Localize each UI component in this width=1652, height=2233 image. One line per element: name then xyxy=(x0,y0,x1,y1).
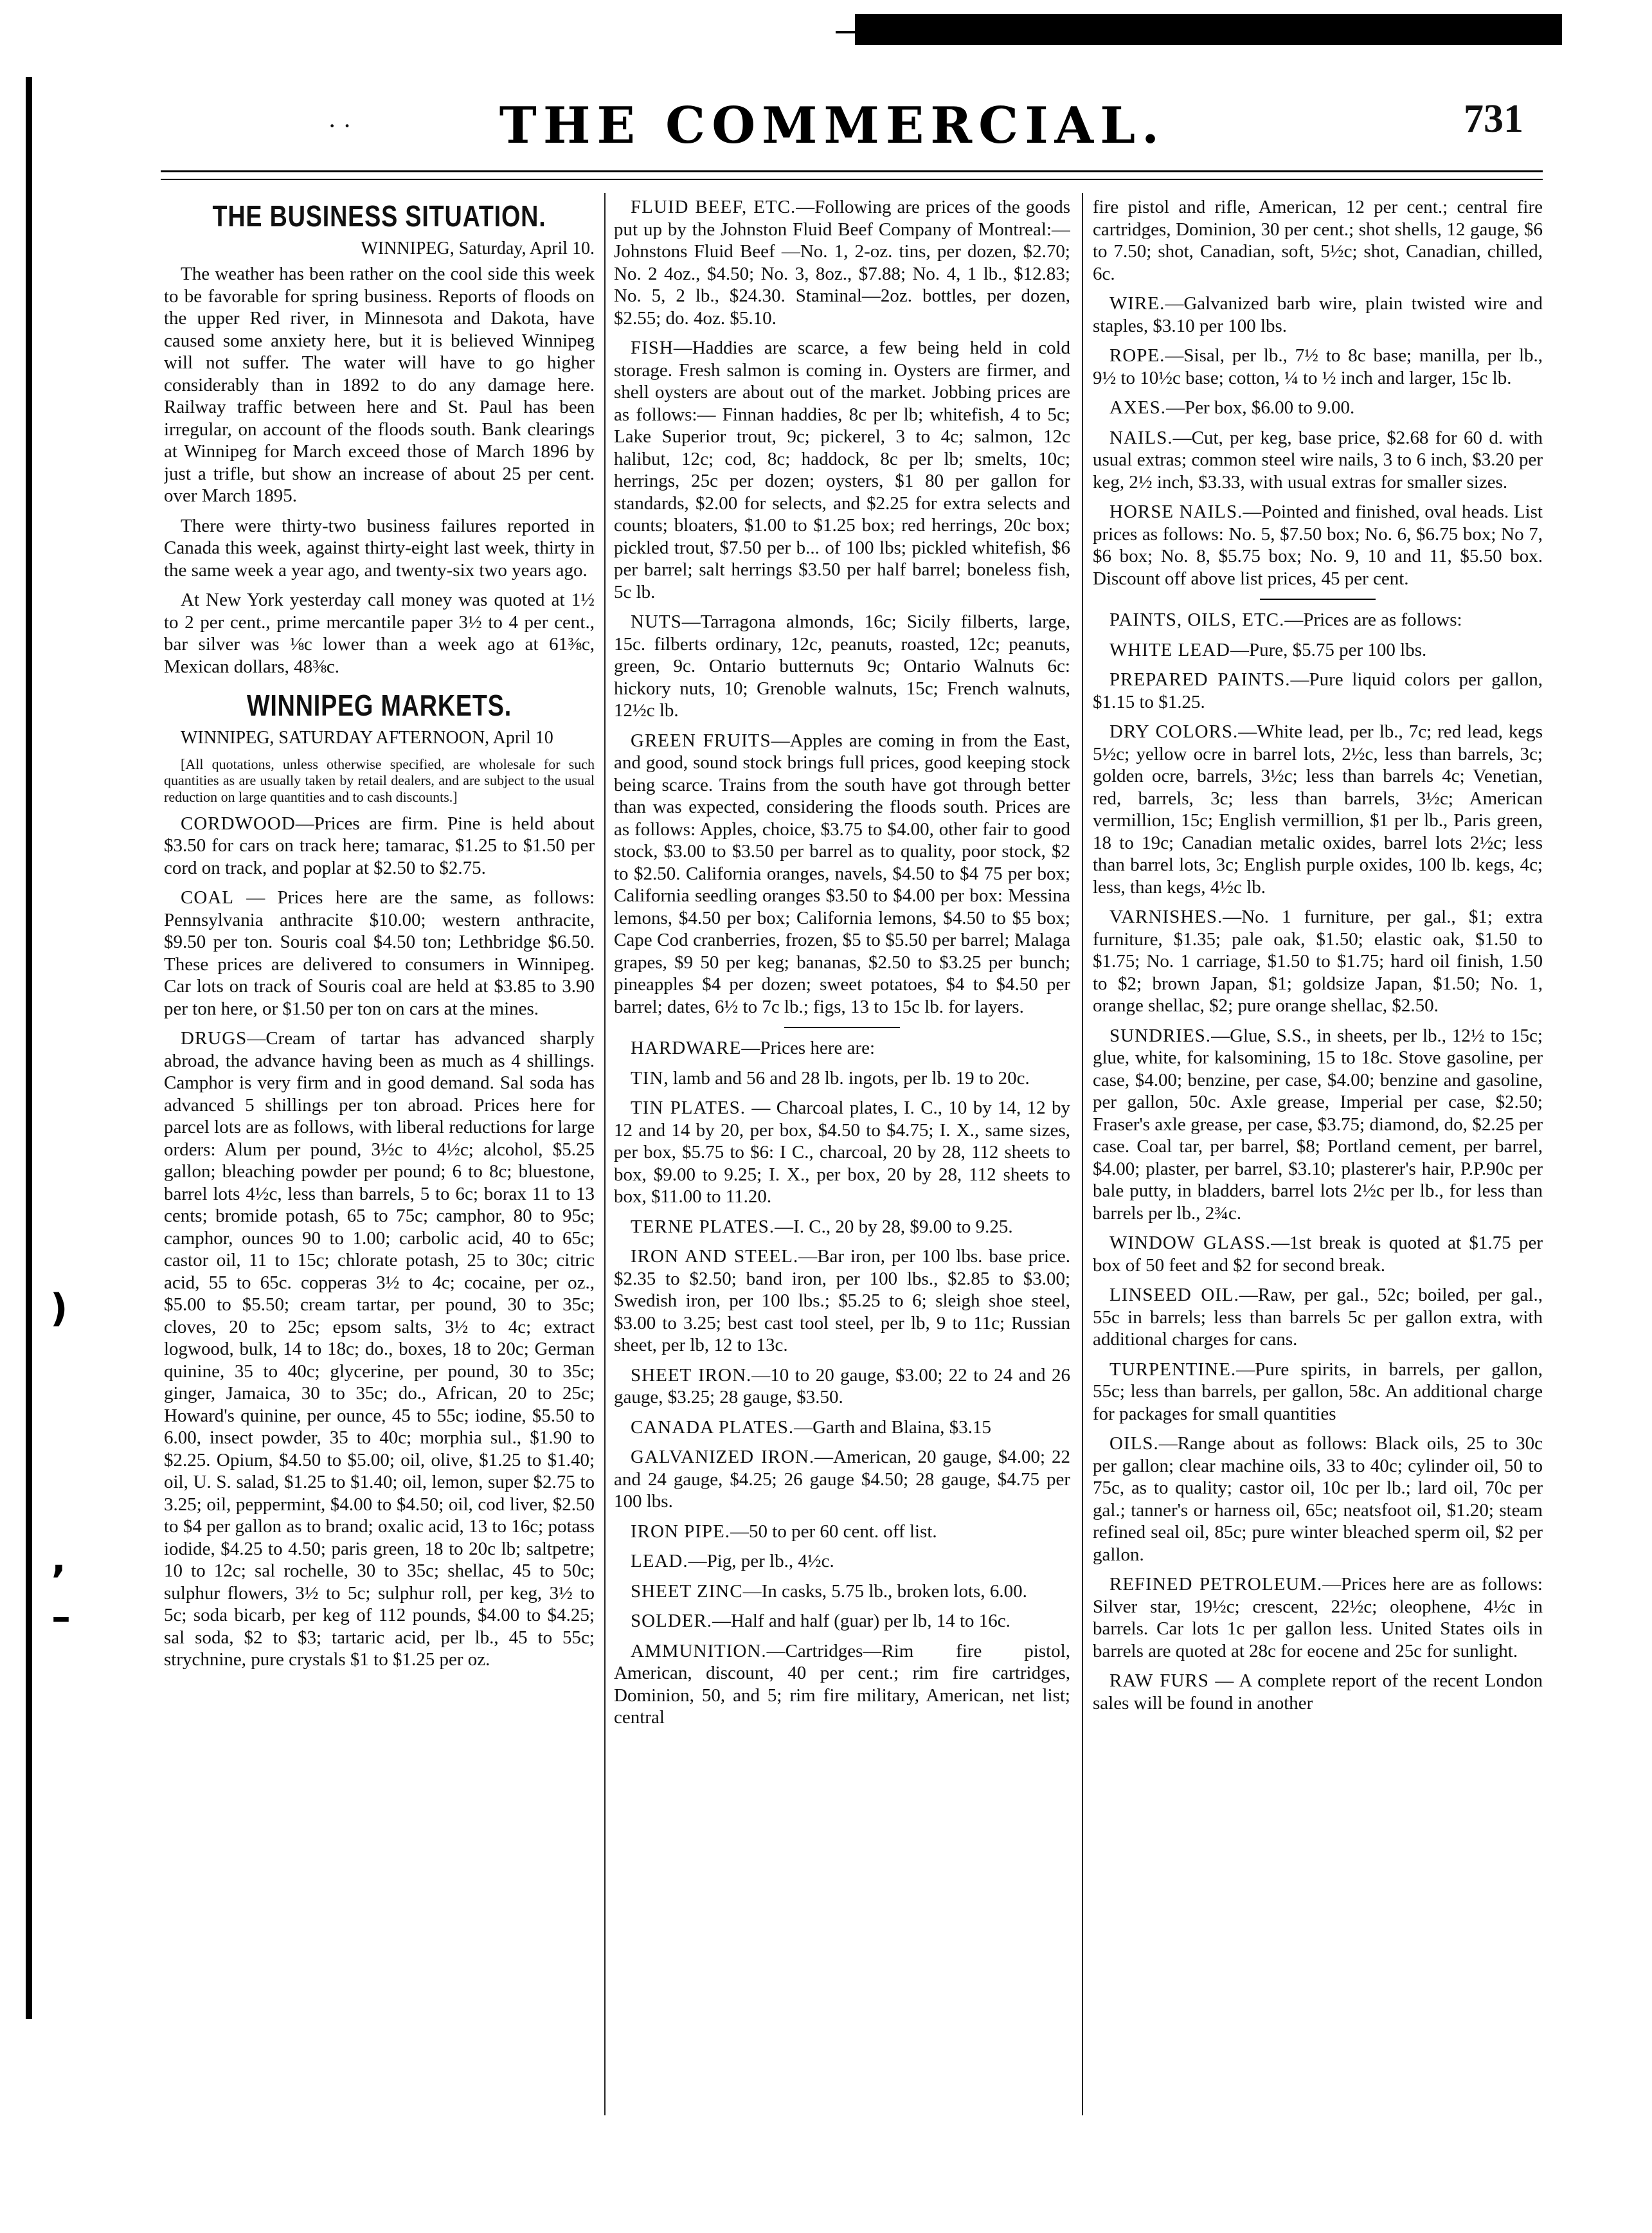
top-edge-bar xyxy=(855,14,1562,45)
item-label: FISH xyxy=(631,338,674,358)
item-label: WIRE. xyxy=(1109,293,1165,314)
item-label: NUTS xyxy=(631,611,682,632)
column-2 xyxy=(614,196,1070,2119)
publication-title: THE COMMERCIAL. xyxy=(499,96,1166,155)
item-text: —Galvanized barb wire, plain twisted wire and staples, $3.10 per 100 lbs. xyxy=(1093,293,1543,336)
market-item-cordwood xyxy=(164,813,595,880)
item-label: PREPARED PAINTS. xyxy=(1109,669,1291,690)
item-text: —Pure, $5.75 per 100 lbs. xyxy=(1230,639,1427,660)
market-item-nuts xyxy=(614,611,1070,722)
item-text: —American, 20 gauge, $4.00; 22 and 24 gauge, $4.25; 26 gauge $4.50; 28 gauge, $4.75 per 100 lbs. xyxy=(614,1447,1070,1512)
item-label: SHEET ZINC xyxy=(631,1580,743,1602)
market-item-varnishes xyxy=(1093,906,1543,1017)
item-label: SUNDRIES. xyxy=(1109,1025,1212,1046)
market-item-drugs xyxy=(164,1027,595,1671)
market-item-rope xyxy=(1093,345,1543,389)
item-text: —Sisal, per lb., 7½ to 8c base; manilla, per lb., 9½ to 10½c base; cotton, ¼ to ½ inch and larger, 15c lb. xyxy=(1093,345,1543,388)
paragraph: The weather has been rather on the cool side this week to be favorable for spring business. Reports of floods on the upper Red river, in Minnesota and Dakota, have caused some anxiety here, but it is believed Winnipeg will not suffer. The water will have to go higher considerably than in 1892 to do any damage here. Railway traffic between here and St. Paul has been irregular, on account of the floods south. Bank clearings at Winnipeg for March exceed those of March 1896 by just a trifle, but show an increase of about 25 per cent. over March 1895. xyxy=(164,264,595,507)
item-text: — Prices here are the same, as follows: Pennsylvania anthracite $10.00; western anthracite, $9.50 per ton. Souris coal $4.50 ton; Lethbridge $6.50. These prices are delivered to consumers in Winnipeg. Car lots on track of Souris coal are held at $3.85 to 3.90 per ton here, or $1.50 per ton on cars at the mines. xyxy=(164,887,595,1019)
market-item-prepared-paints xyxy=(1093,669,1543,713)
item-text: —Cut, per keg, base price, $2.68 for 60 d. with usual extras; common steel wire nails, 3 to 6 inch, $3.20 per keg, 2½ inch, $3.33, with usual extras for smaller sizes. xyxy=(1093,427,1543,493)
market-item-turpentine xyxy=(1093,1359,1543,1425)
item-label: NAILS. xyxy=(1109,427,1173,448)
market-item-nails xyxy=(1093,427,1543,494)
item-label: HORSE NAILS. xyxy=(1109,502,1243,522)
item-label: LINSEED OIL. xyxy=(1109,1285,1239,1305)
item-text: —Range about as follows: Black oils, 25 to 30c per gallon; clear machine oils, 33 to 40c; cylinder oil, 50 to 75c, as to quality; castor oil, 10c per lb.; lard oil, 70c per gal.; tanner's or harness oil, 65c; neatsfoot oil, $1.20; steam refined seal oil, 85c; pure winter bleached sperm oil, $2 per gallon. xyxy=(1093,1433,1543,1565)
item-text: —Half and half (guar) per lb, 14 to 16c. xyxy=(712,1611,1010,1631)
item-label: CANADA PLATES. xyxy=(631,1416,795,1438)
heading-business-situation: THE BUSINESS SITUATION. xyxy=(212,199,546,233)
item-label: GREEN FRUITS xyxy=(631,730,771,751)
item-label: HARDWARE xyxy=(631,1038,742,1058)
item-text: —White lead, per lb., 7c; red lead, kegs 5½c; yellow ocre in barrel lots, 2½c, less than barrels, 3c; golden ocre, barrels, 3½c; less than barrels 4c; Venetian, red, barrels, 3c; less than barrels, 3½c; American vermillion, 15c; English vermillion, $1 per lb., Paris green, 18 to 19c; Canadian metalic oxides, barrel lots 2½c; less than barrel lots, 3c; English purple oxides, 100 lb. kegs, 4c; less, than kegs, 4½c lb. xyxy=(1093,721,1543,898)
item-text: —Tarragona almonds, 16c; Sicily filberts, large, 15c. filberts ordinary, 12c, peanuts, roasted, 12c; peanuts, green, 9c. Ontario butternuts 9c; Ontario Walnuts 6c: hickory nuts, 10; Grenoble walnuts, 15c; French walnuts, 12½c lb. xyxy=(614,611,1070,721)
market-item-window-glass xyxy=(1093,1232,1543,1276)
item-label: TURPENTINE. xyxy=(1109,1359,1237,1380)
item-text: —50 to per 60 cent. off list. xyxy=(730,1521,937,1542)
masthead-rule xyxy=(161,170,1543,172)
item-text: —1st break is quoted at $1.75 per box of 50 feet and $2 for second break. xyxy=(1093,1233,1543,1276)
item-label: TERNE PLATES. xyxy=(631,1216,775,1237)
item-text: —Prices are firm. Pine is held about $3.50 for cars on track here; tamarac, $1.25 to $1.50 per cord on track, and poplar at $2.50 to $2.75. xyxy=(164,813,595,878)
item-label: REFINED PETROLEUM. xyxy=(1109,1574,1323,1595)
market-item-raw-furs xyxy=(1093,1670,1543,1714)
item-text: —Glue, S.S., in sheets, per lb., 12½ to 15c; glue, white, for kalsomining, 15 to 18c. Stove gasoline, per case, $4.00; benzine, per case, $4.00; benzine and gasoline, per gallon, 50c. Axle grease, Imperial per case, $2.50; Fraser's axle grease, per case, $3.75; diamond, do, $2.25 per case. Coal tar, per barrel, $8; Portland cement, per barrel, $4.00; plaster, per barrel, $3.10; plasterer's hair, P.P.90c per bale putty, in bladders, barrel lots 2½c per lb., for less than barrels per lb., 2¾c. xyxy=(1093,1025,1543,1224)
item-text: —Garth and Blaina, $3.15 xyxy=(794,1416,991,1438)
item-text: —Prices here are: xyxy=(741,1038,875,1058)
market-item-fluid-beef xyxy=(614,196,1070,329)
market-item-tin xyxy=(614,1067,1070,1090)
section-divider xyxy=(1260,599,1376,600)
left-margin-rule xyxy=(26,77,32,2019)
margin-mark: , xyxy=(51,1537,66,1582)
item-text: —Apples are coming in from the East, and good, sound stock brings full prices, good keeping stock being scarce. Trains from the south have got through better than was expected, considering the floods south. Prices are as follows: Apples, choice, $3.75 to $4.00, other fair to good stock, $3.00 to $3.50 per barrel as to quality, poor stock, $2 to $2.50. California oranges, navels, $4.50 to $4 75 per box; California seedling oranges $3.50 to $4.00 per box: Messina lemons, $4.50 per box; California lemons, $4.50 to $5 box; Cape Cod cranberries, frozen, $5 to $5.50 per barrel; Malaga grapes, $9 50 per keg; bananas, $2.50 to $3.25 per bunch; pineapples $4 per dozen; sweet potatoes, $4 to $4.50 per barrel; dates, 6½ to 7c lb.; figs, 13 to 15c lb. for layers. xyxy=(614,730,1070,1017)
item-label: WINDOW GLASS. xyxy=(1109,1233,1271,1253)
market-item-horse-nails xyxy=(1093,501,1543,590)
item-label: SHEET IRON. xyxy=(631,1364,752,1386)
item-text: —No. 1 furniture, per gal., $1; extra furniture, $1.35; pale oak, $1.50; elastic oak, $1.50 to $1.75; No. 1 carriage, $1.50 to $1.75; hard oil finish, 1.50 to $2; brown Japan, $1; goldsize Japan, $1.50; No. 1, orange shellac, $2; pure orange shellac, $2.50. xyxy=(1093,907,1543,1016)
item-text: , lamb and 56 and 28 lb. ingots, per lb. 19 to 20c. xyxy=(663,1067,1030,1089)
item-text: —Prices here are as follows: Silver star, 19½c; crescent, 22½c; oleophene, 4½c in barrels. Car lots 1c per gallon less. United States oils in barrels are quoted at 28c for eocene and 25c for sunlight. xyxy=(1093,1574,1543,1661)
item-label: GALVANIZED IRON. xyxy=(631,1447,815,1467)
item-text: — A complete report of the recent London sales will be found in another xyxy=(1093,1670,1543,1713)
market-item-fish xyxy=(614,337,1070,603)
market-item-terne-plates xyxy=(614,1216,1070,1238)
item-label: PAINTS, OILS, ETC. xyxy=(1109,610,1285,630)
market-item-oils xyxy=(1093,1433,1543,1566)
mast-dots: · · xyxy=(328,111,352,140)
quotation-note: [All quotations, unless otherwise specified, are wholesale for such quantities as are usually taken by retail dealers, and are subject to the usual reduction on large quantities and to cash discounts.] xyxy=(164,756,595,805)
market-item-hardware xyxy=(614,1037,1070,1060)
item-label: LEAD. xyxy=(631,1551,688,1571)
item-text: —Cartridges—Rim fire pistol, American, discount, 40 per cent.; rim fire cartridges, Dominion, 50, and 5; rim fire military, American, net list; central xyxy=(614,1640,1070,1728)
item-text: —Following are prices of the goods put up by the Johnston Fluid Beef Company of Montreal:—Johnstons Fluid Beef —No. 1, 2-oz. tins, per dozen, $2.70; No. 2 4oz., $4.50; No. 3, 8oz., $7.88; No. 4, 1 lb., $12.83; No. 5, 2 lb., $24.30. Staminal—2oz. bottles, per dozen, $2.55; do. 4oz. $5.10. xyxy=(614,197,1070,329)
item-text: —Pure spirits, in barrels, per gallon, 55c; less than barrels, per gallon, 58c. An additional charge for packages for small quantities xyxy=(1093,1359,1543,1424)
market-item-dry-colors xyxy=(1093,721,1543,898)
column-1 xyxy=(164,196,595,2119)
item-label: OILS. xyxy=(1109,1433,1159,1454)
column-3 xyxy=(1093,196,1543,2119)
item-text: —Bar iron, per 100 lbs. base price. $2.35 to $2.50; band iron, per 100 lbs., $2.85 to $3.00; Swedish iron, per 100 lbs.; $5.25 to 6; sleigh shoe steel, $3.00 to 3.25; best cast tool steel, per lb, 9 to 11c; Russian sheet, per lb, 12 to 13c. xyxy=(614,1246,1070,1355)
item-text: —Haddies are scarce, a few being held in cold storage. Fresh salmon is coming in. Oysters are firmer, and shell oysters are about out of the market. Jobbing prices are as follows:— Finnan haddies, 8c per lb; whitefish, 4 to 5c; Lake Superior trout, 9c; pickerel, 3 to 4c; salmon, 12c halibut, 12c; cod, 8c; haddock, 8c per lb; smelts, 10c; herrings, 25c per dozen; oysters, $1 80 per gallon for standards, $2.00 for selects, and $2.25 for extra selects and counts; bloaters, $1.00 to $1.25 box; red herrings, 20c box; pickled trout, $7.50 per b... of 100 lbs; pickled whitefish, $6 per barrel; salt herrings $3.50 per half barrel; boneless fish, 5c lb. xyxy=(614,338,1070,602)
item-label: TIN xyxy=(631,1067,664,1089)
market-item-canada-plates xyxy=(614,1416,1070,1439)
page-number: 731 xyxy=(1464,97,1523,141)
market-item-refined-petroleum xyxy=(1093,1573,1543,1662)
masthead-rule-thin xyxy=(161,179,1543,180)
paragraph-continued: fire pistol and rifle, American, 12 per cent.; central fire cartridges, Dominion, 30 per cent.; shot shells, 12 gauge, $6 to 7.50; shot, Canadian, soft, 5½c; shot, Canadian, chilled, 6c. xyxy=(1093,197,1543,284)
heading-winnipeg-markets: WINNIPEG MARKETS. xyxy=(246,689,512,723)
item-label: TIN PLATES. xyxy=(631,1098,746,1118)
item-text: — Charcoal plates, I. C., 10 by 14, 12 by 12 and 14 by 20, per box, $4.50 to $4.75; I. X., same sizes, per box, $5.75 to $6: I C., charcoal, 20 by 28, 112 sheets to box, $9.00 to 9.25; I. X., per box, 20 by 28, 112 sheets to box, $11.00 to 11.20. xyxy=(614,1098,1070,1207)
item-label: COAL xyxy=(181,887,234,909)
market-item-paints xyxy=(1093,609,1543,631)
item-label: DRUGS xyxy=(181,1028,247,1049)
market-item-sheet-iron xyxy=(614,1364,1070,1409)
margin-mark: ) xyxy=(50,1286,68,1331)
margin-mark: – xyxy=(51,1595,71,1640)
item-label: DRY COLORS. xyxy=(1109,721,1239,742)
item-label: IRON AND STEEL. xyxy=(631,1246,799,1267)
market-item-coal xyxy=(164,887,595,1020)
top-edge-rule xyxy=(836,31,874,33)
item-label: RAW FURS xyxy=(1109,1670,1209,1691)
market-item-white-lead xyxy=(1093,639,1543,662)
dateline: WINNIPEG, Saturday, April 10. xyxy=(361,238,595,258)
item-label: WHITE LEAD xyxy=(1109,639,1230,660)
item-text: —Per box, $6.00 to 9.00. xyxy=(1165,397,1355,418)
market-item-linseed-oil xyxy=(1093,1284,1543,1351)
item-label: IRON PIPE. xyxy=(631,1521,731,1542)
masthead xyxy=(129,96,1536,167)
paragraph: There were thirty-two business failures reported in Canada this week, against thirty-eight last week, thirty in the same week a year ago, and twenty-six two years ago. xyxy=(164,515,595,581)
market-item-solder xyxy=(614,1610,1070,1632)
item-label: VARNISHES. xyxy=(1109,907,1223,927)
column-rule xyxy=(604,193,606,2115)
item-text: —Pure liquid colors per gallon, $1.15 to $1.25. xyxy=(1093,669,1543,712)
item-text: —Pointed and finished, oval heads. List prices as follows: No. 5, $7.50 box; No. 6, $6.75 box; No 7, $6 box; No. 8, $5.75 box; No. 9, 10 and 11, $5.50 box. Discount off above list prices, 45 per cent. xyxy=(1093,502,1543,589)
market-item-tin-plates xyxy=(614,1097,1070,1208)
item-label: FLUID BEEF, ETC. xyxy=(631,197,796,217)
item-text: —I. C., 20 by 28, $9.00 to 9.25. xyxy=(775,1216,1013,1237)
item-label: AXES. xyxy=(1109,397,1166,418)
market-item-iron-pipe xyxy=(614,1521,1070,1543)
paragraph: At New York yesterday call money was quoted at 1½ to 2 per cent., prime mercantile paper 3½ to 4 per cent., bar silver was ⅛c lower than a week ago at 61⅜c, Mexican dollars, 48⅜c. xyxy=(164,590,595,677)
dateline: WINNIPEG, SATURDAY AFTERNOON, April 10 xyxy=(181,727,553,748)
market-item-green-fruits xyxy=(614,730,1070,1018)
item-text: —10 to 20 gauge, $3.00; 22 to 24 and 26 gauge, $3.25; 28 gauge, $3.50. xyxy=(614,1364,1070,1407)
item-text: —Cream of tartar has advanced sharply abroad, the advance having been as much as 4 shillings. Camphor is very firm and in good demand. Sal soda has advanced 5 shillings per ton abroad. Prices here for parcel lots are as follows, with liberal reductions for large orders: Alum per pound, 3½c to 4½c; alcohol, $5.25 gallon; bleaching powder per pound; 6 to 8c; bluestone, barrel lots 4½c, less than barrels, 5 to 6c; borax 11 to 13 cents; bromide potash, 65 to 75c; camphor, 80 to 95c; camphor, ounces 90 to 1.00; carbolic acid, 40 to 65c; castor oil, 11 to 15c; chlorate potash, 25 to 30c; citric acid, 55 to 65c. copperas 3½ to 4c; cocaine, per oz., $5.00 to $5.50; cream tartar, per pound, 30 to 35c; cloves, 20 to 25c; epsom salts, 3½ to 4c; extract logwood, bulk, 14 to 18c; do., boxes, 18 to 20c; German quinine, 35 to 40c; glycerine, per pound, 30 to 35c; ginger, Jamaica, 30 to 35c; do., African, 20 to 25c; Howard's quinine, per ounce, 45 to 55c; iodine, $5.50 to 6.00, insect powder, 35 to 40c; morphia sul., $1.90 to $2.25. Opium, $4.50 to $5.00; oil, olive, $1.25 to $1.40; oil, U. S. salad, $1.25 to $1.40; oil, lemon, super $2.75 to 3.25; oil, peppermint, $4.00 to $4.50; oil, cod liver, $2.50 to $4 per gallon as to brand; oxalic acid, 13 to 16c; potass iodide, $4.25 to 4.50; paris green, 18 to 20c lb; saltpetre; 10 to 12c; sal rochelle, 30 to 35c; shellac, 45 to 50c; sulphur flowers, 3½ to 5c; sulphur roll, per keg, 3½ to 5c; soda bicarb, per keg of 112 pounds, $4.00 to $4.25; sal soda, $2 to $3; tartaric acid, per lb., 45 to 55c; strychnine, pure crystals $1 to $1.25 per oz. xyxy=(164,1028,595,1670)
market-item-wire xyxy=(1093,293,1543,337)
market-item-sheet-zinc xyxy=(614,1580,1070,1603)
market-item-galvanized-iron xyxy=(614,1446,1070,1513)
market-item-ammunition xyxy=(614,1640,1070,1729)
column-rule xyxy=(1082,193,1083,2115)
item-text: —Raw, per gal., 52c; boiled, per gal., 55c in barrels; less than barrels 5c per gallon extra, with additional charges for cans. xyxy=(1093,1285,1543,1350)
item-text: —In casks, 5.75 lb., broken lots, 6.00. xyxy=(742,1580,1027,1602)
item-label: AMMUNITION. xyxy=(631,1640,767,1661)
market-item-lead xyxy=(614,1550,1070,1573)
item-label: ROPE. xyxy=(1109,345,1165,366)
item-text: —Prices are as follows: xyxy=(1284,610,1462,630)
section-divider xyxy=(784,1027,900,1028)
item-label: CORDWOOD xyxy=(181,813,296,834)
item-label: SOLDER. xyxy=(631,1611,713,1631)
market-item-axes xyxy=(1093,397,1543,419)
item-text: —Pig, per lb., 4½c. xyxy=(688,1551,834,1571)
market-item-sundries xyxy=(1093,1025,1543,1225)
market-item-iron-steel xyxy=(614,1245,1070,1357)
